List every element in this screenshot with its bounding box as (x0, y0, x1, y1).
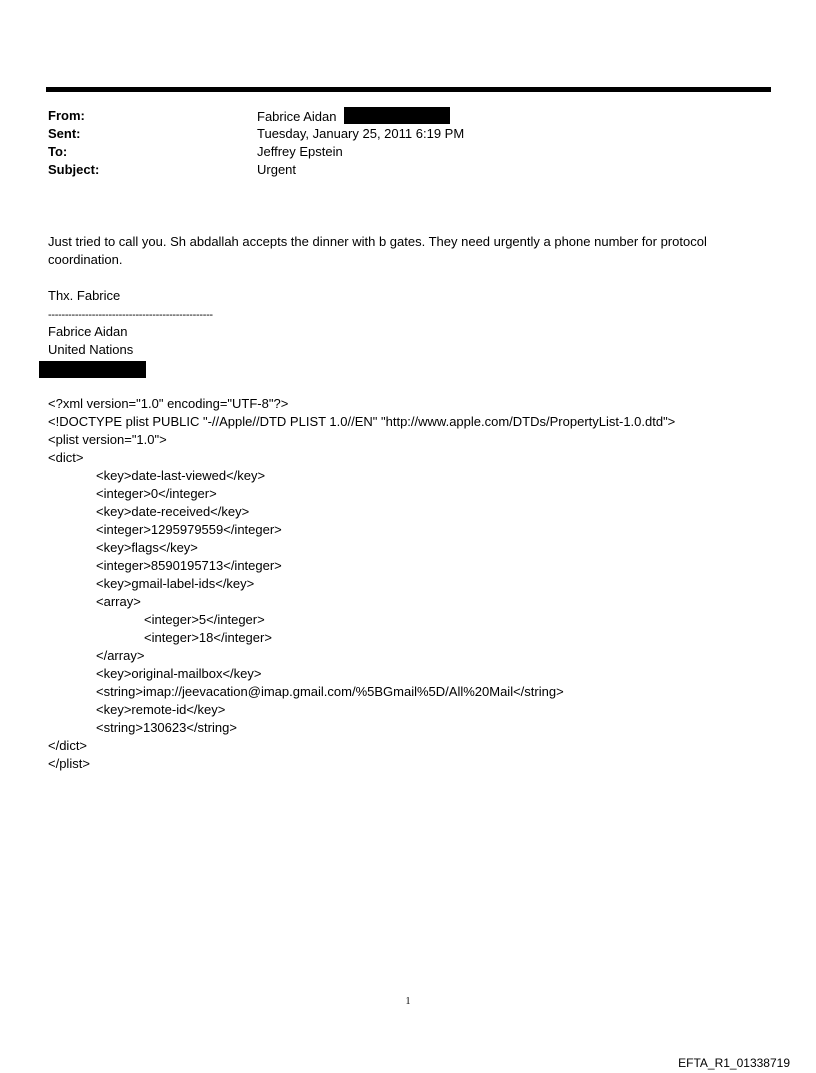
plist-line: <integer>18</integer> (144, 630, 272, 645)
to-value: Jeffrey Epstein (257, 144, 343, 159)
message-signoff: Thx. Fabrice (48, 288, 121, 303)
plist-line: <key>gmail-label-ids</key> (96, 576, 255, 591)
message-paragraph: Just tried to call you. Sh abdallah accepts the dinner with b gates. They need urgently a phone number for protocol coordination. (48, 234, 707, 267)
sent-label: Sent: (48, 126, 81, 141)
to-label: To: (48, 144, 68, 159)
plist-line: </dict> (48, 738, 88, 753)
from-value: Fabrice Aidan (257, 109, 337, 124)
plist-line: <?xml version="1.0" encoding="UTF-8"?> (48, 396, 289, 411)
plist-line: <integer>8590195713</integer> (96, 558, 282, 573)
signature-redaction (39, 361, 146, 378)
plist-line: </plist> (48, 756, 90, 771)
from-label: From: (48, 108, 85, 123)
subject-value: Urgent (257, 162, 297, 177)
page-number: 1 (405, 996, 411, 1007)
document-id: EFTA_R1_01338719 (678, 1056, 790, 1070)
plist-line: <key>date-received</key> (96, 504, 250, 519)
signature-separator: ------------------------------------------------- (48, 309, 213, 321)
plist-line: <string>130623</string> (96, 720, 237, 735)
signature-org: United Nations (48, 342, 134, 357)
plist-line: <integer>5</integer> (144, 612, 265, 627)
plist-line: <key>flags</key> (96, 540, 198, 555)
plist-line: <key>date-last-viewed</key> (96, 468, 266, 483)
plist-line: </array> (96, 648, 145, 663)
redaction-box (344, 107, 450, 124)
plist-line: <key>original-mailbox</key> (96, 666, 262, 681)
plist-line: <array> (96, 594, 141, 609)
plist-line: <plist version="1.0"> (48, 432, 167, 447)
sent-value: Tuesday, January 25, 2011 6:19 PM (257, 126, 465, 141)
signature-name: Fabrice Aidan (48, 324, 128, 339)
plist-line: <string>imap://jeevacation@imap.gmail.com/%5BGmail%5D/All%20Mail</string> (96, 684, 564, 699)
plist-line: <!DOCTYPE plist PUBLIC "-//Apple//DTD PLIST 1.0//EN" "http://www.apple.com/DTDs/PropertyList-1.0.dtd"> (48, 414, 676, 429)
header-rule (46, 87, 771, 92)
plist-line: <integer>1295979559</integer> (96, 522, 282, 537)
plist-line: <key>remote-id</key> (96, 702, 226, 717)
subject-label: Subject: (48, 162, 100, 177)
plist-line: <dict> (48, 450, 84, 465)
plist-line: <integer>0</integer> (96, 486, 217, 501)
